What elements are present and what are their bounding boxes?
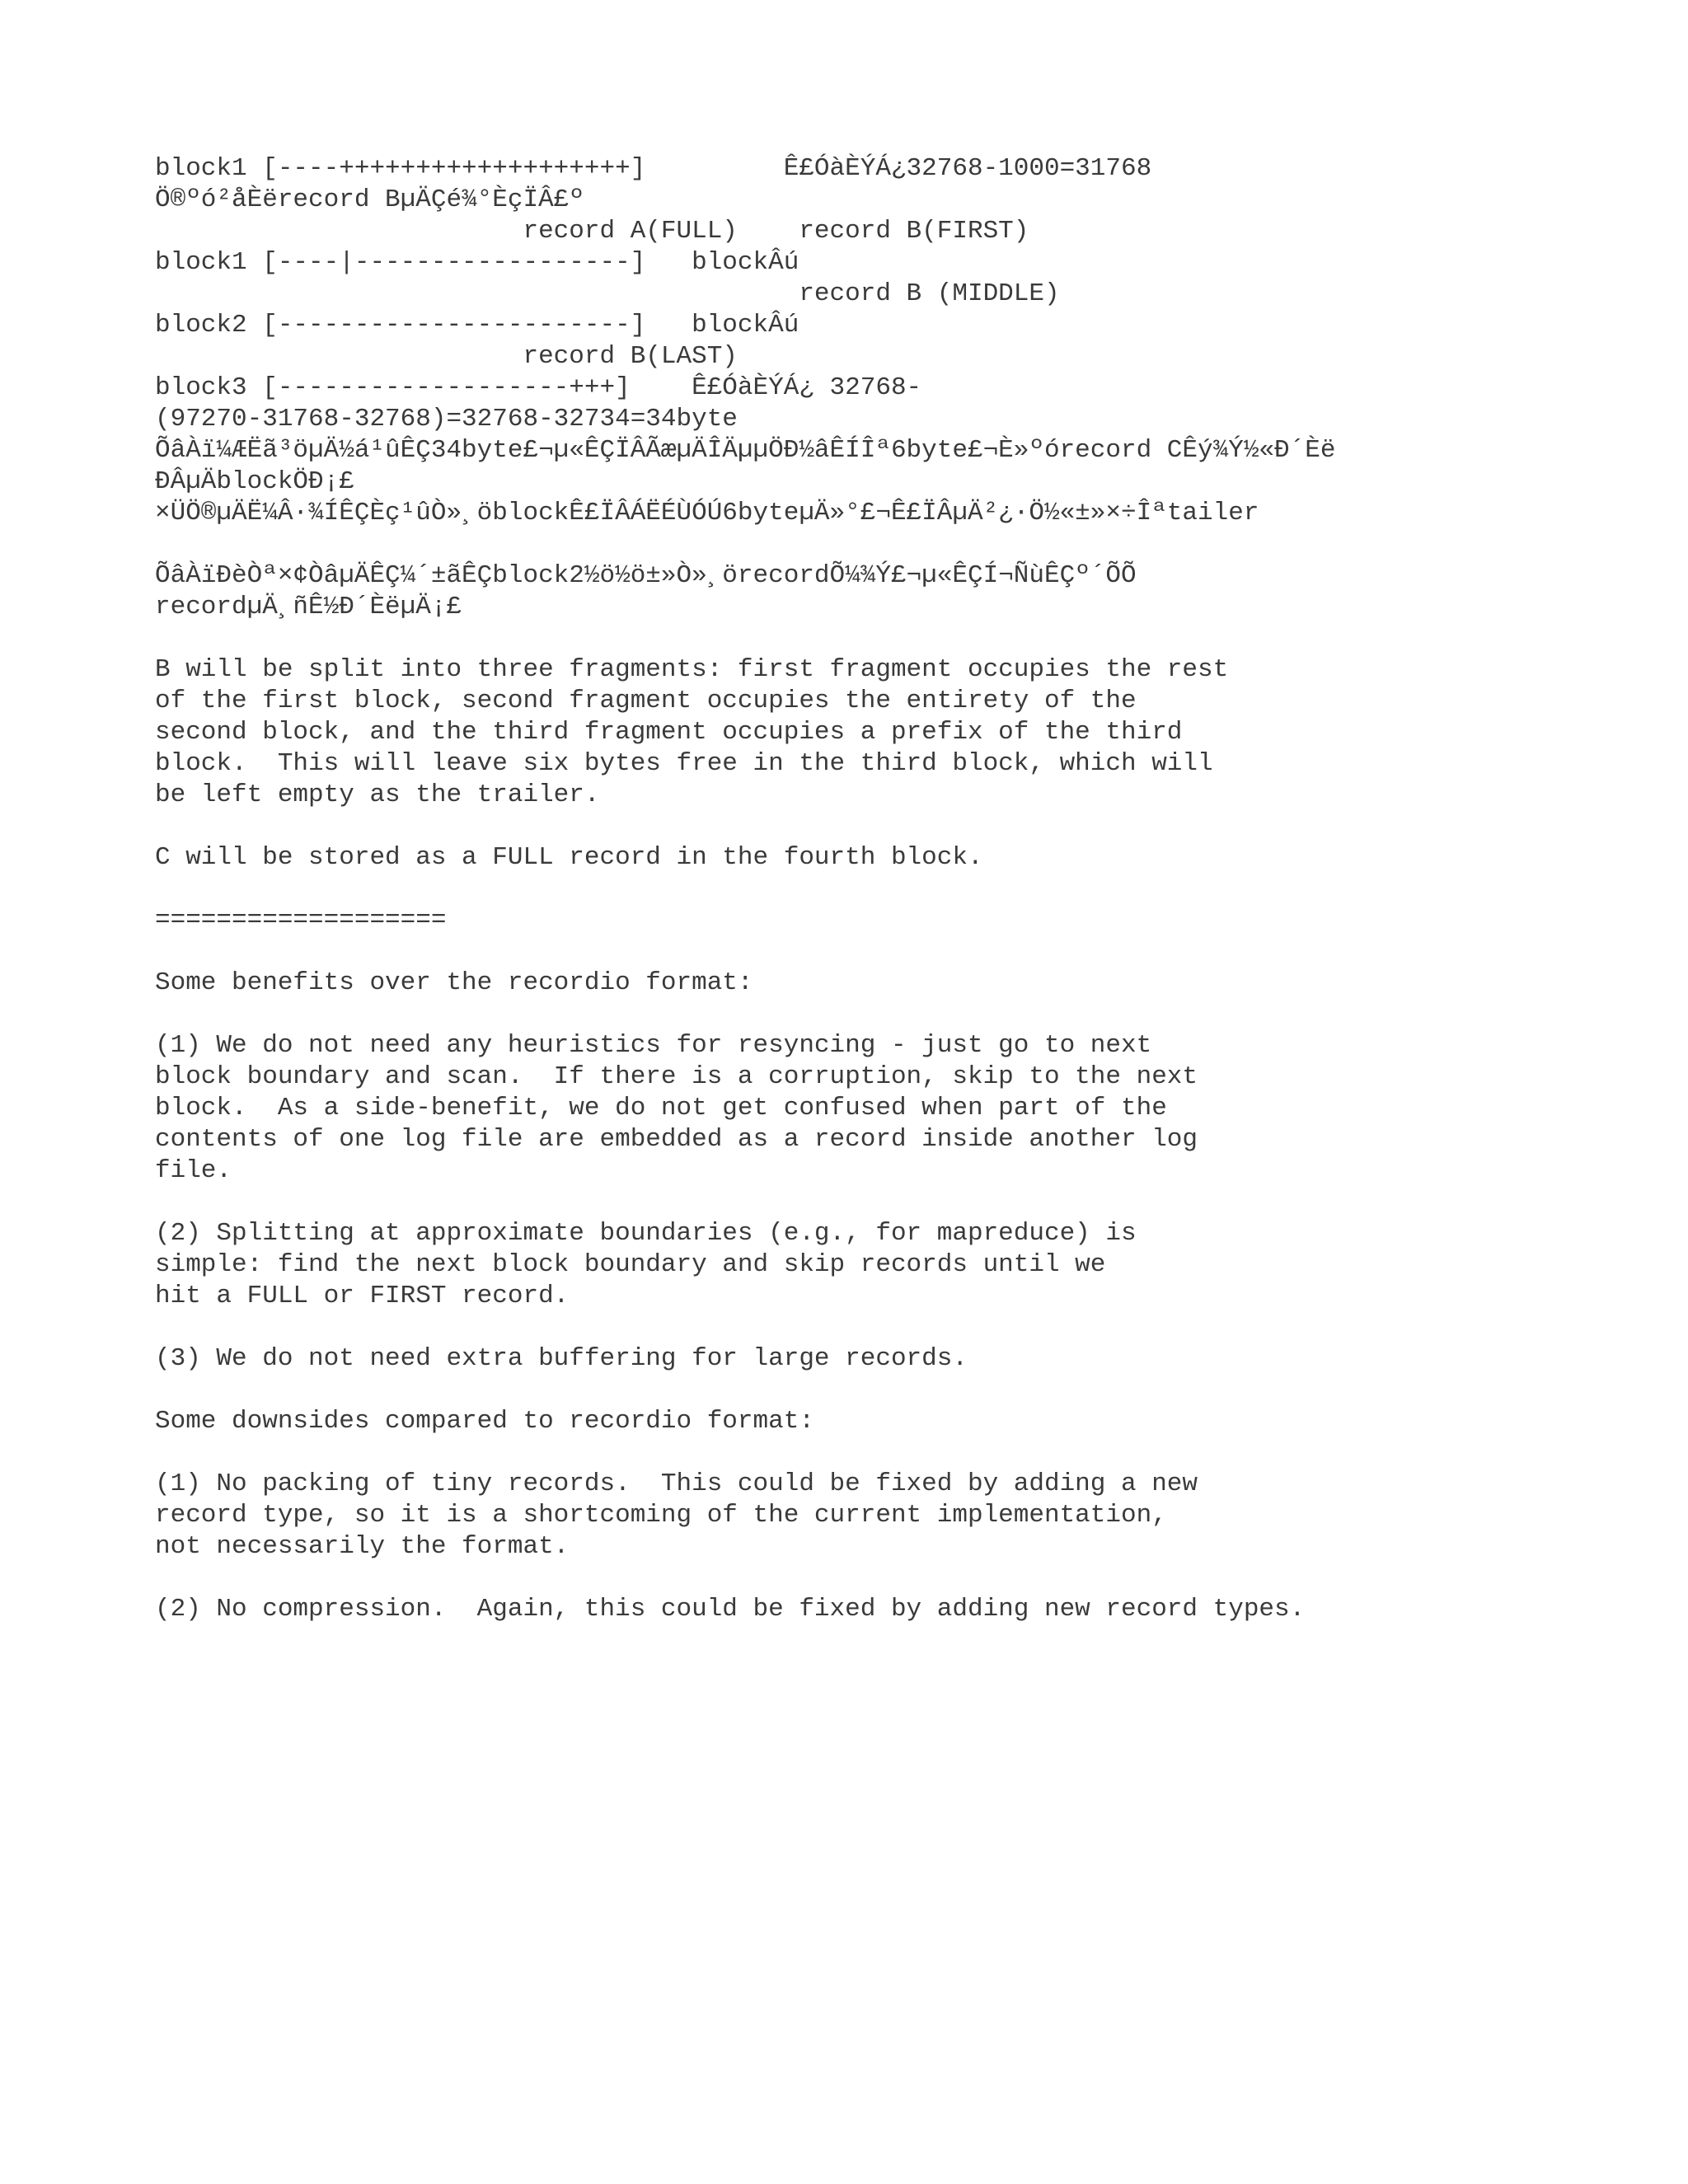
text-line: ÐÂµÄblockÖÐ¡£ — [155, 467, 354, 496]
text-line: record B(LAST) — [155, 342, 738, 371]
text-line: record B (MIDDLE) — [155, 279, 1060, 308]
text-line: simple: find the next block boundary and skip records until we — [155, 1250, 1106, 1279]
blank-line — [155, 811, 1672, 842]
text-line: ÕâÀï¼ÆËã³öµÄ½á¹ûÊÇ34byte£¬µ«ÊÇÏÂÃæµÄÎÄµµÖÐ½âÊÍÎª6byte£¬È»ºórecord CÊý¾Ý½«Ð´Èë — [155, 436, 1336, 465]
blank-line — [155, 1563, 1672, 1594]
text-line: recordµÄ¸ñÊ½Ð´ÈëµÄ¡£ — [155, 593, 462, 621]
text-line: contents of one log file are embedded as a record inside another log — [155, 1125, 1198, 1154]
text-line: of the first block, second fragment occupies the entirety of the — [155, 687, 1137, 715]
text-line: block1 [----+++++++++++++++++++] Ê£ÓàÈÝÁ¿32768-1000=31768 — [155, 154, 1152, 183]
separator-line: =================== — [155, 906, 447, 935]
text-line: C will be stored as a FULL record in the fourth block. — [155, 843, 983, 872]
document-body — [155, 153, 1672, 1625]
text-line: hit a FULL or FIRST record. — [155, 1282, 570, 1310]
text-line: block2 [-----------------------] blockÂú — [155, 311, 799, 340]
blank-line — [155, 623, 1672, 654]
text-line: (1) No packing of tiny records. This could be fixed by adding a new — [155, 1469, 1198, 1498]
section-heading: Some benefits over the recordio format: — [155, 968, 753, 997]
text-line: block boundary and scan. If there is a corruption, skip to the next — [155, 1062, 1198, 1091]
text-line: block. This will leave six bytes free in the third block, which will — [155, 749, 1213, 778]
blank-line — [155, 874, 1672, 905]
text-line: ÕâÀïÐèÒª×¢ÒâµÄÊÇ¼´±ãÊÇblock2½ö½ö±»Ò»¸örecordÕ¼¾Ý£¬µ«ÊÇÍ¬ÑùÊÇº´ÕÕ — [155, 561, 1137, 590]
text-line: (1) We do not need any heuristics for resyncing - just go to next — [155, 1031, 1152, 1060]
text-line: (2) No compression. Again, this could be fixed by adding new record types. — [155, 1595, 1306, 1624]
blank-line — [155, 1312, 1672, 1343]
text-line: (2) Splitting at approximate boundaries (e.g., for mapreduce) is — [155, 1219, 1137, 1248]
text-line: ×ÜÖ®µÄË¼Â·¾ÍÊÇÈç¹ûÒ»¸öblockÊ£ÏÂÁËÉÙÓÚ6byteµÄ»°£¬Ê£ÏÂµÄ²¿·Ö½«±»×÷Îªtailer — [155, 499, 1259, 527]
blank-line — [155, 1375, 1672, 1406]
text-line: record type, so it is a shortcoming of the current implementation, — [155, 1501, 1167, 1530]
text-line: record A(FULL) record B(FIRST) — [155, 217, 1029, 246]
text-line: file. — [155, 1156, 232, 1185]
text-line: block. As a side-benefit, we do not get confused when part of the — [155, 1094, 1167, 1122]
blank-line — [155, 936, 1672, 968]
section-heading: Some downsides compared to recordio format: — [155, 1407, 814, 1436]
text-line: not necessarily the format. — [155, 1532, 570, 1561]
blank-line — [155, 1187, 1672, 1218]
blank-line — [155, 529, 1672, 560]
blank-line — [155, 999, 1672, 1030]
text-line: second block, and the third fragment occupies a prefix of the third — [155, 718, 1183, 747]
text-line: Ö®ºó²åÈërecord BµÄÇé¾°ÈçÏÂ£º — [155, 185, 584, 214]
text-line: block3 [-------------------+++] Ê£ÓàÈÝÁ¿ 32768- — [155, 373, 922, 402]
text-line: B will be split into three fragments: first fragment occupies the rest — [155, 655, 1229, 684]
text-line: block1 [----|------------------] blockÂú — [155, 248, 799, 277]
text-line: be left empty as the trailer. — [155, 780, 600, 809]
text-line: (97270-31768-32768)=32768-32734=34byte — [155, 405, 738, 434]
text-line: (3) We do not need extra buffering for large records. — [155, 1344, 968, 1373]
blank-line — [155, 1437, 1672, 1469]
